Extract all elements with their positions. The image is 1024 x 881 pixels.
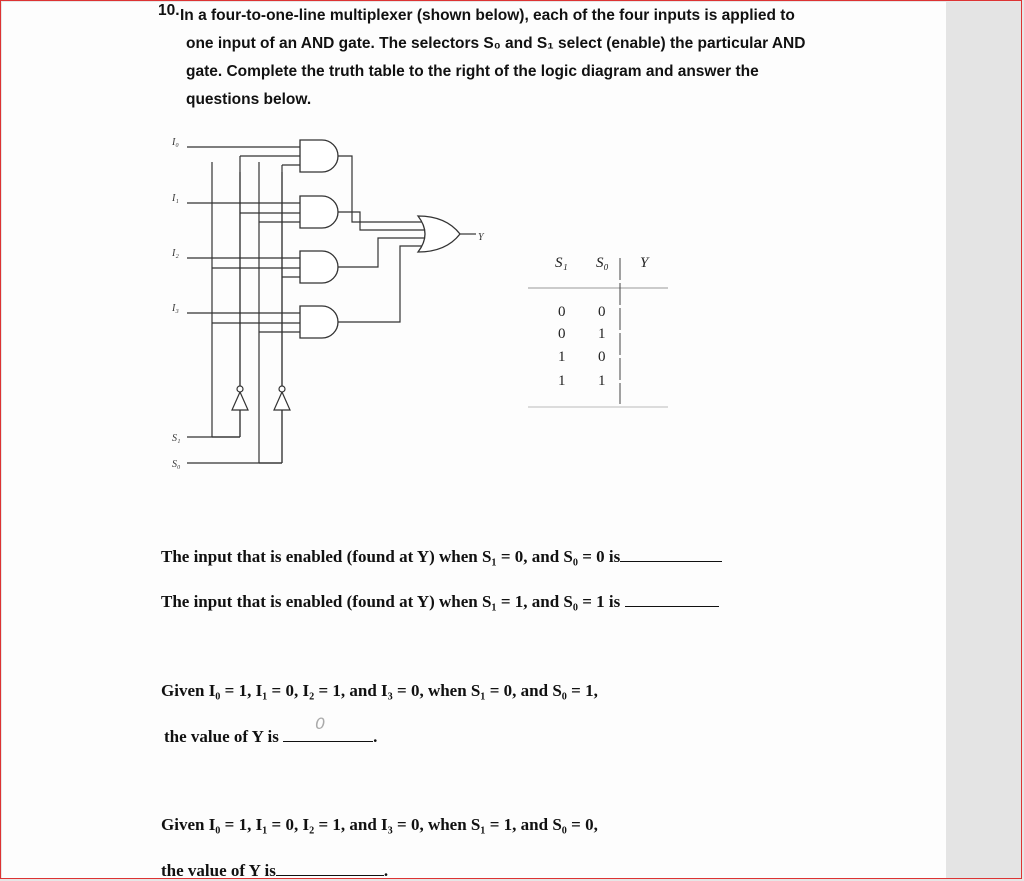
question-given-2-line1: Given I₀ = 1, I₁ = 0, I₂ = 1, and I₃ = 0, when S₁ = 1, and S₀ = 0,	[161, 815, 598, 834]
inverter-s0-icon	[274, 392, 290, 410]
period-3: .	[373, 727, 378, 746]
truth-table-r3-s0: 0	[598, 349, 606, 365]
question-number: 10.	[158, 2, 180, 19]
question-given-2	[161, 815, 598, 835]
and-gate-0-icon	[300, 140, 338, 172]
truth-table-header-y: Y	[640, 255, 649, 271]
truth-table-r2-s0: 1	[598, 326, 606, 342]
question-given-1-line2: the value of Y is	[164, 727, 279, 746]
truth-table	[520, 240, 700, 410]
and-gate-3-icon	[300, 306, 338, 338]
answer-blank-2[interactable]	[625, 591, 719, 607]
inverter-s1-icon	[232, 392, 248, 410]
truth-table-r1-s0: 0	[598, 304, 606, 320]
question-text	[180, 2, 826, 114]
truth-table-header-s1: S₁	[555, 255, 568, 271]
question-enabled-00	[161, 546, 722, 567]
input-label-i1: I₁	[172, 193, 179, 204]
truth-table-r3-s1: 1	[558, 349, 566, 365]
question-given-1	[161, 681, 598, 701]
truth-table-r1-s1: 0	[558, 304, 566, 320]
question-line-3: gate. Complete the truth table to the right of the logic diagram and answer the	[186, 63, 759, 80]
question-line-4: questions below.	[186, 91, 312, 108]
viewer-side-margin	[946, 2, 1022, 879]
truth-table-r4-s1: 1	[558, 373, 566, 389]
input-label-i2: I₂	[172, 248, 179, 259]
or-gate-icon	[418, 216, 460, 252]
handwritten-answer-3: 0	[315, 714, 326, 733]
period-4: .	[383, 861, 389, 880]
question-line-2: one input of an AND gate. The selectors S₀ and S₁ select (enable) the particular AND	[186, 35, 806, 52]
question-line-1: In a four-to-one-line multiplexer (shown below), each of the four inputs is applied to	[180, 7, 795, 24]
question-given-1-value	[164, 714, 378, 747]
and-gate-1-icon	[300, 196, 338, 228]
question-given-2-value	[161, 860, 388, 881]
truth-table-header-s0: S₀	[596, 255, 609, 271]
answer-blank-4[interactable]	[276, 860, 384, 876]
selector-label-s1: S₁	[172, 433, 181, 444]
selector-label-s0: S₀	[172, 459, 181, 470]
question-given-2-line2: the value of Y is	[161, 861, 276, 880]
answer-blank-1[interactable]	[620, 546, 722, 562]
input-label-i0: I₀	[172, 137, 179, 148]
question-enabled-11	[161, 591, 719, 612]
answer-blank-3[interactable]	[283, 714, 373, 742]
output-label-y: Y	[478, 232, 484, 243]
input-label-i3: I₃	[172, 303, 179, 314]
truth-table-r2-s1: 0	[558, 326, 566, 342]
truth-table-r4-s0: 1	[598, 373, 606, 389]
and-gate-2-icon	[300, 251, 338, 283]
question-enabled-00-text: The input that is enabled (found at Y) when S₁ = 0, and S₀ = 0 is	[161, 547, 621, 566]
question-enabled-11-text: The input that is enabled (found at Y) when S₁ = 1, and S₀ = 1 is	[161, 592, 621, 611]
question-given-1-line1: Given I₀ = 1, I₁ = 0, I₂ = 1, and I₃ = 0, when S₁ = 0, and S₀ = 1,	[161, 681, 598, 700]
